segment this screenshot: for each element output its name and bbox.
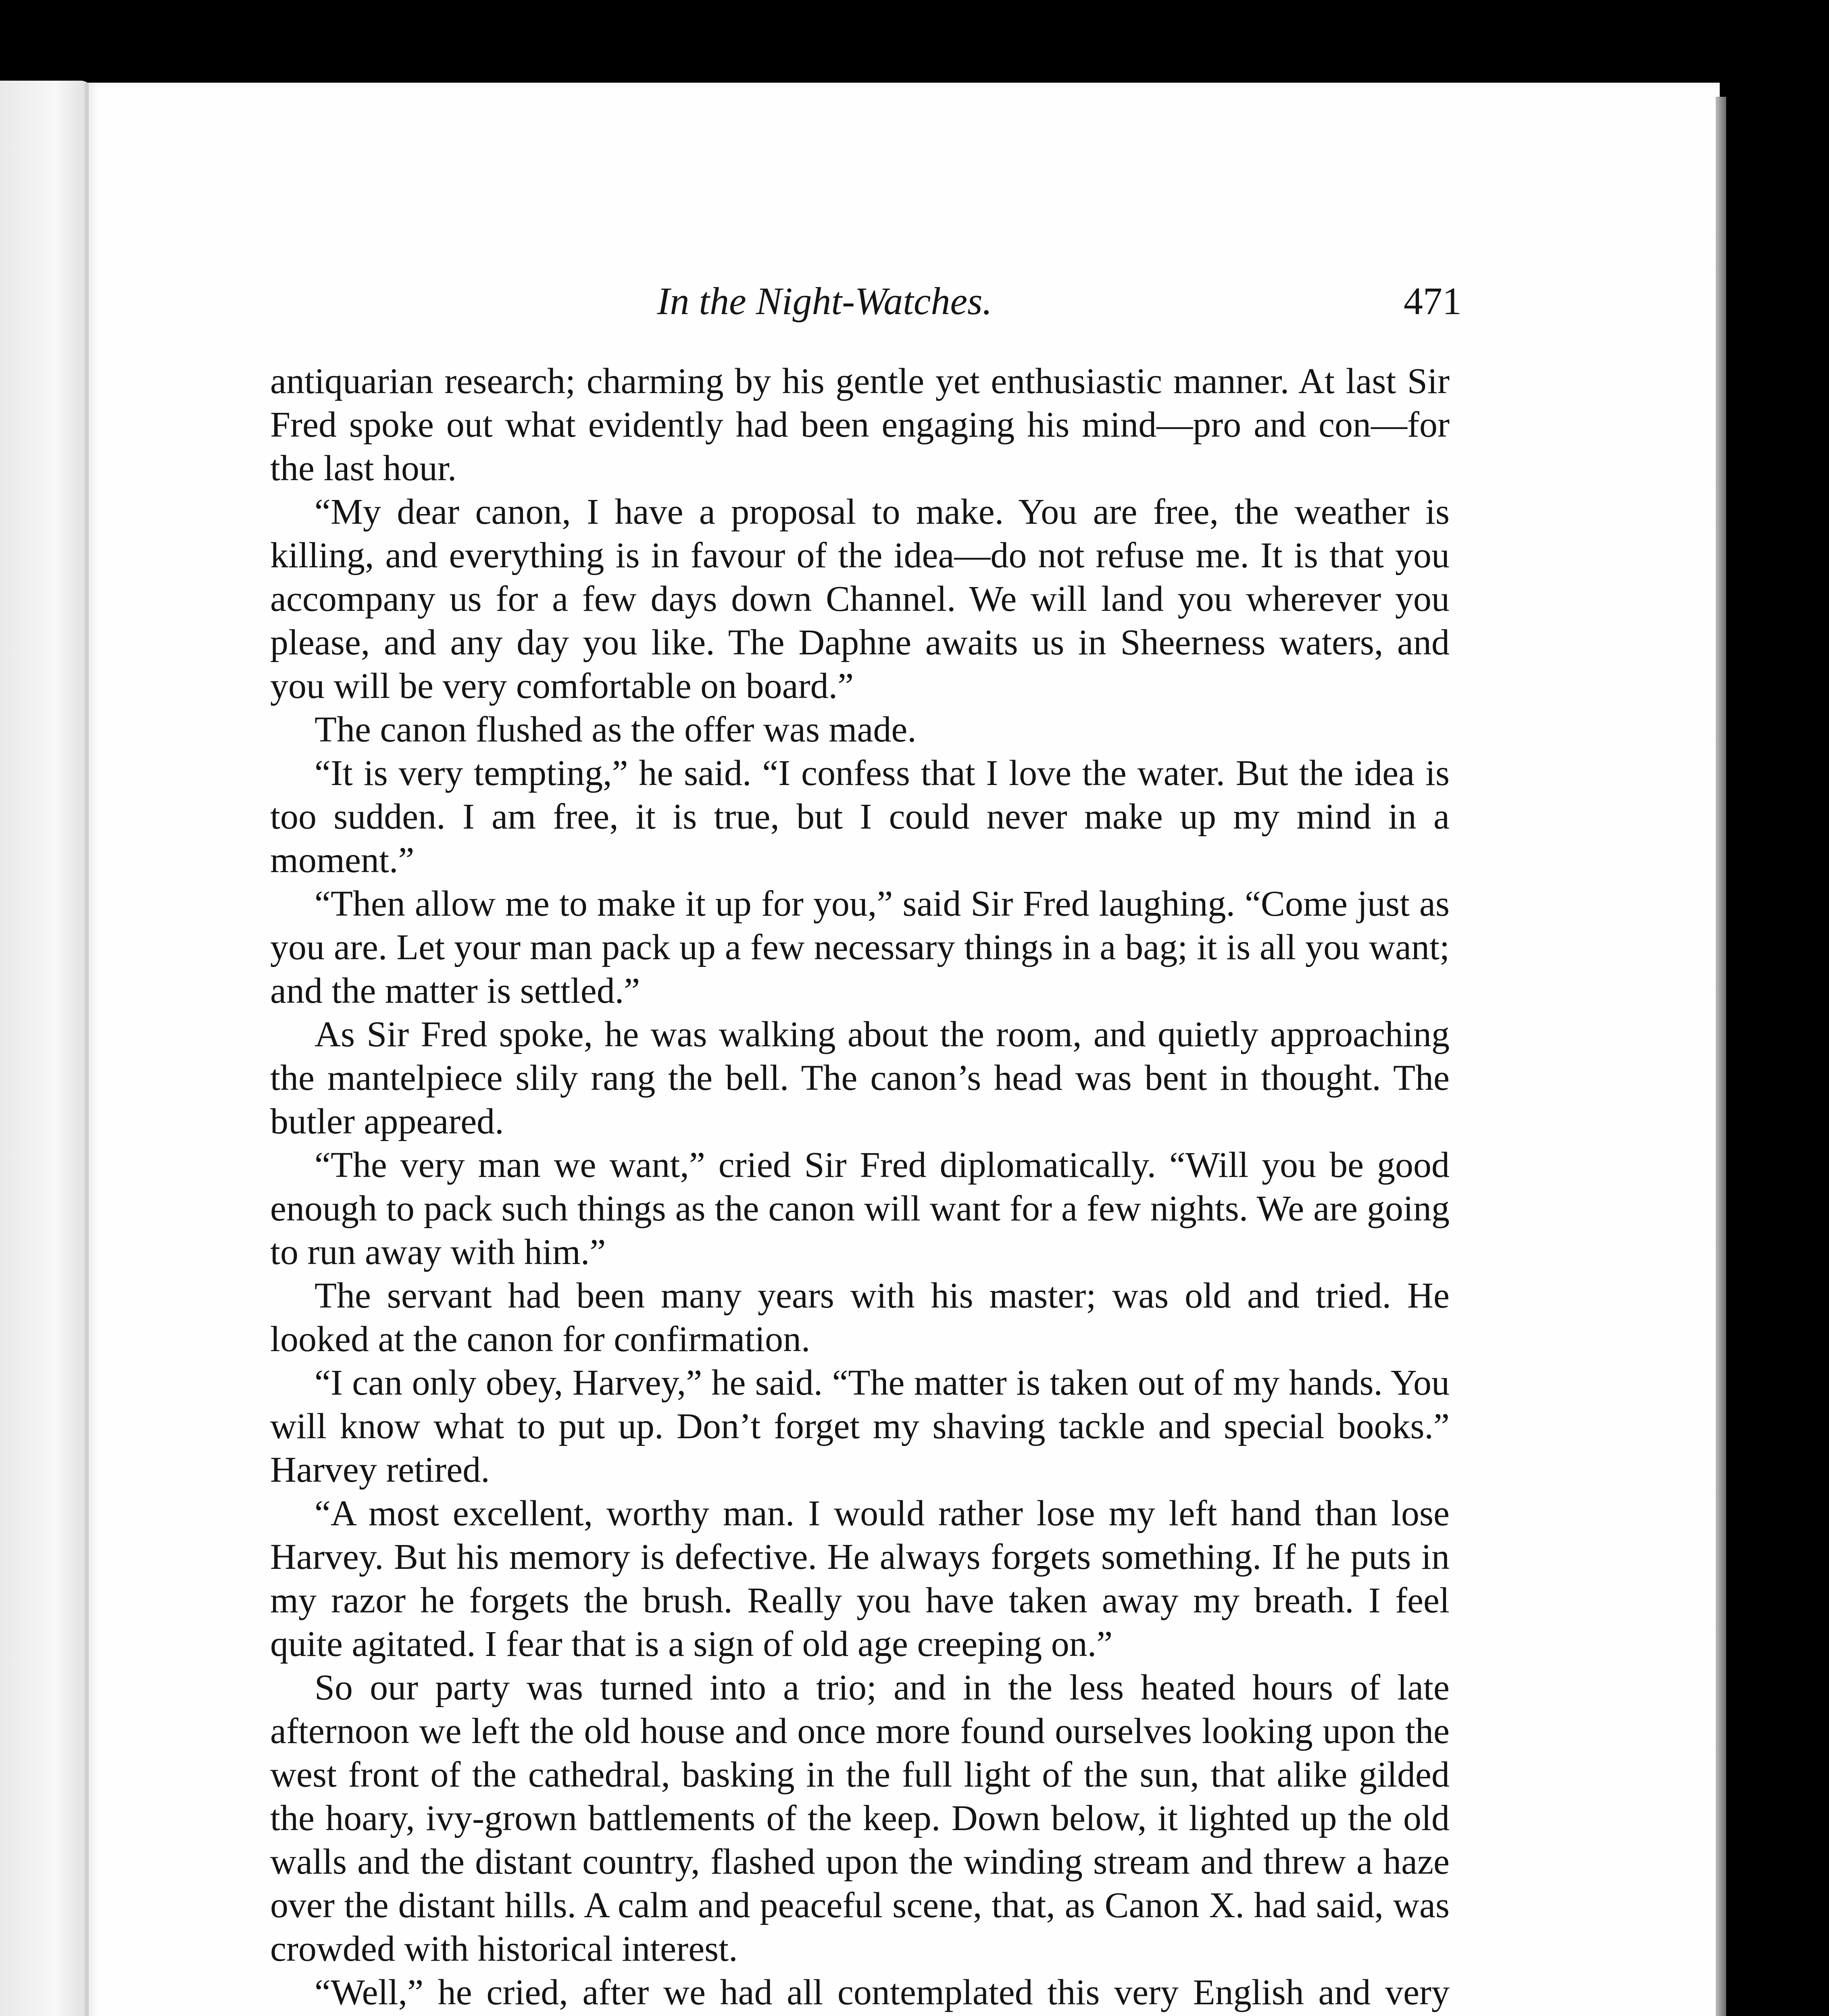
paragraph: “My dear canon, I have a proposal to make. You are free, the weather is killing, and everything is in favour of the idea—do not refuse me. It is that you accompany us for a few days down Channel. We will land you wherever you please, and any day you like. The Daphne awaits us in Sheerness waters, and you will be very comfortable on board.” xyxy=(270,492,1450,706)
paragraph: The servant had been many years with his master; was old and tried. He looked at the canon for confirmation. xyxy=(270,1276,1450,1359)
previous-page-edge xyxy=(0,81,93,2016)
paragraph: “The very man we want,” cried Sir Fred diplomatically. “Will you be good enough to pack such things as the canon will want for a few nights. We are going to run away with him.” xyxy=(270,1145,1450,1272)
paragraph: The canon flushed as the offer was made. xyxy=(315,710,917,750)
paragraph: “Then allow me to make it up for you,” said Sir Fred laughing. “Come just as you are. Let your man pack up a few necessary things in a bag; it is all you want; and the matter is settled.” xyxy=(270,884,1450,1011)
page-edge-shadow xyxy=(1716,97,1726,2016)
paragraph: “I can only obey, Harvey,” he said. “The matter is taken out of my hands. You will know what to put up. Don’t forget my shaving tackle and special books.” Harvey retired. xyxy=(270,1363,1450,1490)
page-number: 471 xyxy=(1404,279,1462,323)
body-text xyxy=(270,360,1450,2016)
page-header xyxy=(187,271,1462,331)
paragraph: As Sir Fred spoke, he was walking about the room, and quietly approaching the mantelpiece slily rang the bell. The canon’s head was bent in thought. The butler appeared. xyxy=(270,1014,1450,1141)
paragraph: “Well,” he cried, after we had all contemplated this very English and very xyxy=(315,1972,1450,2012)
paragraph: “It is very tempting,” he said. “I confess that I love the water. But the idea is too sudden. I am free, it is true, but I could never make up my mind in a moment.” xyxy=(270,753,1450,880)
paragraph: antiquarian research; charming by his gentle yet enthusiastic manner. At last Sir Fred spoke out what evidently had been engaging his mind—pro and con—for the last hour. xyxy=(270,361,1450,488)
paragraph: So our party was turned into a trio; and in the less heated hours of late afternoon we left the old house and once more found ourselves looking upon the west front of the cathedral, basking in the full light of the sun, that alike gilded the hoary, ivy-grown battlements of the keep. Down below, it lighted up the old walls and the distant country, flashed upon the winding stream and threw a haze over the distant hills. A calm and peaceful scene, that, as Canon X. had said, was crowded with historical interest. xyxy=(270,1668,1450,1969)
running-title: In the Night-Watches. xyxy=(657,279,992,323)
paragraph: “A most excellent, worthy man. I would rather lose my left hand than lose Harvey. But his memory is defective. He always forgets something. If he puts in my razor he forgets the brush. Really you have taken away my breath. I feel quite agitated. I fear that is a sign of old age creeping on.” xyxy=(270,1493,1450,1664)
